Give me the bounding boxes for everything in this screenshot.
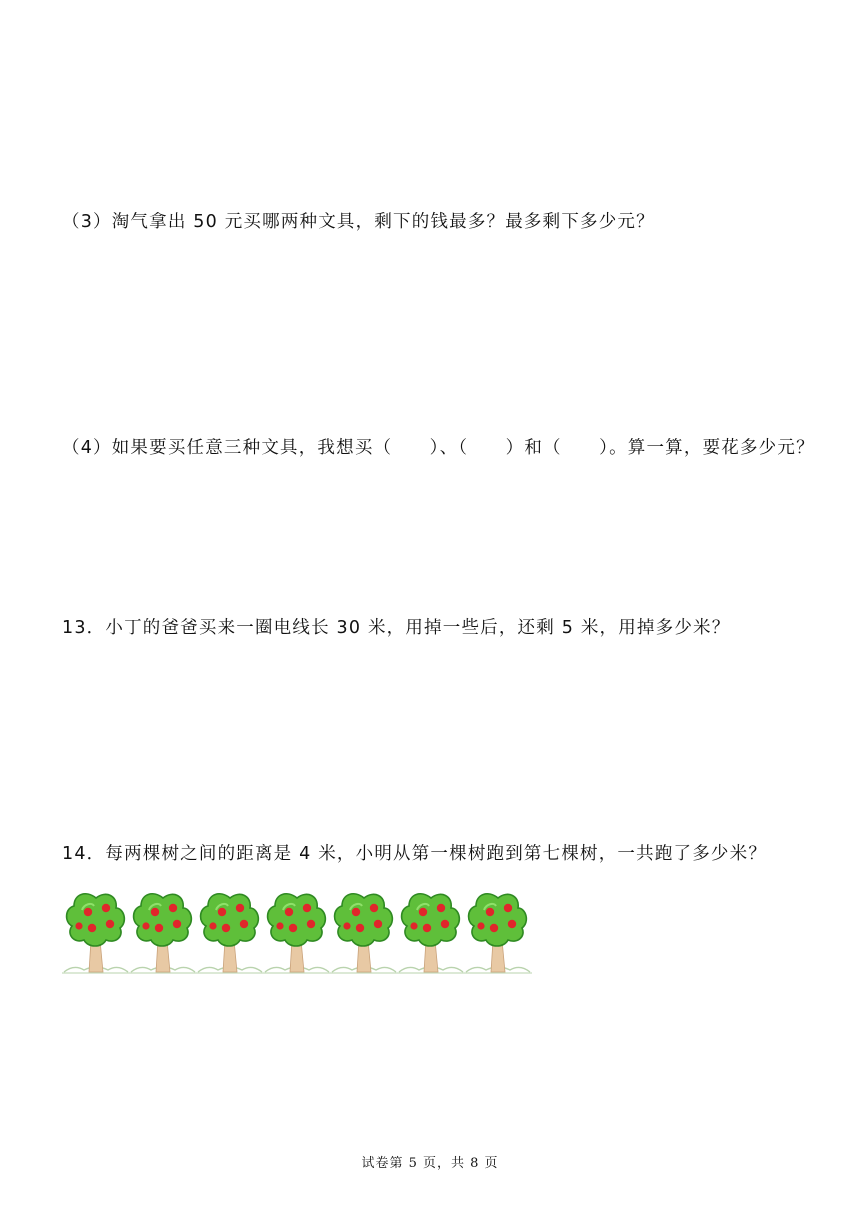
apple-tree-icon xyxy=(464,884,532,976)
apple-tree-icon xyxy=(196,884,264,976)
apple-tree-icon xyxy=(62,884,130,976)
question-13: 13．小丁的爸爸买来一圈电线长 30 米，用掉一些后，还剩 5 米，用掉多少米？ xyxy=(62,618,731,638)
question-14: 14．每两棵树之间的距离是 4 米，小明从第一棵树跑到第七棵树，一共跑了多少米？ xyxy=(62,844,768,864)
apple-tree-icon xyxy=(129,884,197,976)
apple-tree-icon xyxy=(263,884,331,976)
apple-tree-icon xyxy=(397,884,465,976)
apple-tree-icon xyxy=(330,884,398,976)
question-3-part-3: （3）淘气拿出 50 元买哪两种文具，剩下的钱最多？最多剩下多少元？ xyxy=(62,212,655,232)
tree-row-figure xyxy=(62,884,532,976)
page-footer: 试卷第 5 页，共 8 页 xyxy=(361,1156,499,1171)
question-3-part-4: （4）如果要买任意三种文具，我想买（ ）、（ ）和（ ）。算一算，要花多少元？ xyxy=(62,438,815,458)
